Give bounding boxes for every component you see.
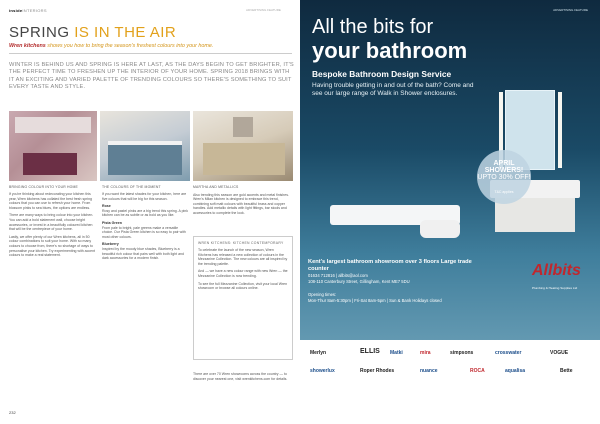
box-heading: WREN KITCHENS: KITCHEN CONTEMPORARY	[198, 241, 284, 245]
light-strip	[558, 92, 562, 168]
paragraph: Lastly, we offer plenty of our Wren kitchens, all in 50 colour combinations to suit your home. With so many colours to choose from, there's no shortage of ways to personalise your kitchen. Try experimenting with accent colours to make a real statement.	[9, 234, 95, 258]
brand-logo: Matki	[390, 350, 403, 356]
brand-logo: Merlyn	[310, 350, 327, 356]
advert-title-line2: your bathroom	[312, 38, 468, 63]
advert-title-line1: All the bits for	[312, 16, 434, 38]
logo-word: Allbits	[532, 262, 581, 279]
brand-logo: showerlux	[310, 368, 335, 374]
paragraph: To celebrate the launch of the new season, Wren Kitchens has released a new collection of colours in the Mezzanine Collection. The new colours are all inspired by the trending palette.	[198, 248, 288, 266]
caption-2: THE COLOURS OF THE MOMENT	[102, 185, 161, 189]
offer-badge	[477, 150, 531, 204]
email: allbits@aol.com	[338, 273, 368, 278]
hours-text: Mon-Thur 8am-5:30pm | Fri-Sat 8am-5pm | Sun & Bank Holidays closed	[308, 297, 442, 303]
info-box	[193, 236, 293, 360]
paragraph: If you want the latest shades for your kitchen, here are five colours that will be big for this season.	[102, 192, 187, 201]
paragraph: From pale to bright, pale greens make a versatile choice. Our Pista Green kitchen is so easy to pair with most other colours.	[102, 225, 186, 239]
paragraph: Also trending this season are gold accents and metal finishes. Wren's Milan kitchen is designed to embrace this trend, combining soft matt colours with beautiful brass and copper handles. Add metallic details with light fittings, bar stools and accessories to complete the look.	[193, 192, 289, 215]
column-3	[193, 185, 293, 219]
hours-label: Opening times:	[308, 292, 337, 297]
contact-info: 01634 712816 | allbits@aol.com 108-110 Canterbury Street, Gillingham, Kent ME7 5DU	[308, 273, 410, 284]
showroom-text: Kent's largest bathroom showroom over 3 floors Large trade counter	[308, 259, 472, 272]
page-subtitle: Wren kitchens shows you how to bring the season's freshest colours into your home.	[9, 43, 214, 49]
phone: 01634 712816	[308, 273, 335, 278]
paragraph: And — we have a new colour range with new Wren — the Mezzanine Collection is now trending.	[198, 269, 288, 278]
paragraph: Inspired by the moody blue shades, Blueberry is a beautiful rich colour that pairs well with both light and dark accessories for a modern finish.	[102, 246, 184, 261]
badge-terms: T&C applies	[494, 190, 514, 194]
paragraph: If you're thinking about redecorating your kitchen this year, Wren kitchens has collated the best fresh spring colours that you can use to refresh your home. From blossom pinks to sea blues, the options are endless.	[9, 192, 93, 210]
paragraph: To see the full Mezzanine Collection, visit your local Wren showroom or browse all colours online.	[198, 281, 288, 291]
brand-logo: mira	[420, 350, 431, 356]
badge-headline: APRIL SHOWERS!	[484, 160, 524, 174]
advertising-tag: ADVERTISING FEATURE	[246, 8, 281, 12]
brand-logo: ELLIS	[360, 348, 380, 355]
address: 108-110 Canterbury Street, Gillingham, Kent ME7 5DU	[308, 278, 410, 284]
brand-logo: ROCA	[470, 368, 485, 374]
subheading: Rose	[102, 204, 111, 209]
toilet-image	[420, 220, 460, 238]
blue-kitchen-photo	[100, 111, 190, 181]
caption-1: BRINGING COLOUR INTO YOUR HOME	[9, 185, 78, 189]
allbits-logo	[532, 256, 594, 302]
brand-logo: crosswater	[495, 350, 522, 356]
brand-logo: nuance	[420, 368, 438, 374]
subheading: Blueberry	[102, 242, 119, 247]
advertising-tag: ADVERTISING FEATURE	[553, 8, 588, 12]
section-tag: insideINTERIORS	[9, 8, 47, 13]
badge-offer: UPTO 30% OFF!	[477, 174, 531, 181]
service-title: Bespoke Bathroom Design Service	[312, 69, 452, 79]
caption-3: MARTHA AND METALLICS	[193, 185, 239, 189]
brand-logo: aqualisa	[505, 368, 526, 374]
paragraph: Rosy and pastel pinks are a big trend this spring. A pink kitchen can be as subtle or as bold as you like.	[102, 208, 188, 218]
pink-kitchen-photo	[9, 111, 97, 181]
logo-tagline: Plumbing & Heating Supplies Ltd	[532, 286, 578, 290]
column-1	[9, 192, 97, 261]
brand-logo: VOGUE	[550, 350, 569, 356]
subheading: Pista Green	[102, 220, 122, 225]
opening-hours	[308, 292, 508, 304]
intro-text: WINTER IS BEHIND US AND SPRING IS HERE AT LAST, AS THE DAYS BEGIN TO GET BRIGHTER, IT'S THE PERFECT TIME TO FRESHEN UP THE INTERIOR OF YOUR HOME. SPRING 2018 BRINGS WITH IT AN EXCITING AND VARIED PALETTE OF TRENDING COLOURS SO THERE'S SOMETHING TO SUIT EVERY TASTE AND STYLE.	[9, 62, 294, 91]
brand-logo: Roper Rhodes	[360, 368, 395, 374]
divider	[9, 53, 292, 54]
beige-kitchen-photo	[193, 111, 293, 181]
paragraph: There are many ways to bring colour into your kitchen. You can add a bold statement wall, choose bright accessories, or invest in a beautifully coloured kitchen that will be the centrepiece of your home.	[9, 213, 94, 232]
brand-logo: Bette	[560, 368, 573, 374]
page-title: SPRING IS IN THE AIR	[9, 24, 177, 41]
page-number: 232	[9, 410, 16, 415]
footer-note: There are over 70 Wren showrooms across the country — to discover your nearest one, visit wrenkitchens.com for details.	[193, 372, 288, 381]
brand-logo: simpsons	[450, 350, 474, 356]
column-2	[102, 192, 188, 264]
right-page-advert	[300, 0, 600, 424]
service-text: Having trouble getting in and out of the bath? Come and see our large range of Walk in Shower enclosures.	[312, 82, 474, 97]
